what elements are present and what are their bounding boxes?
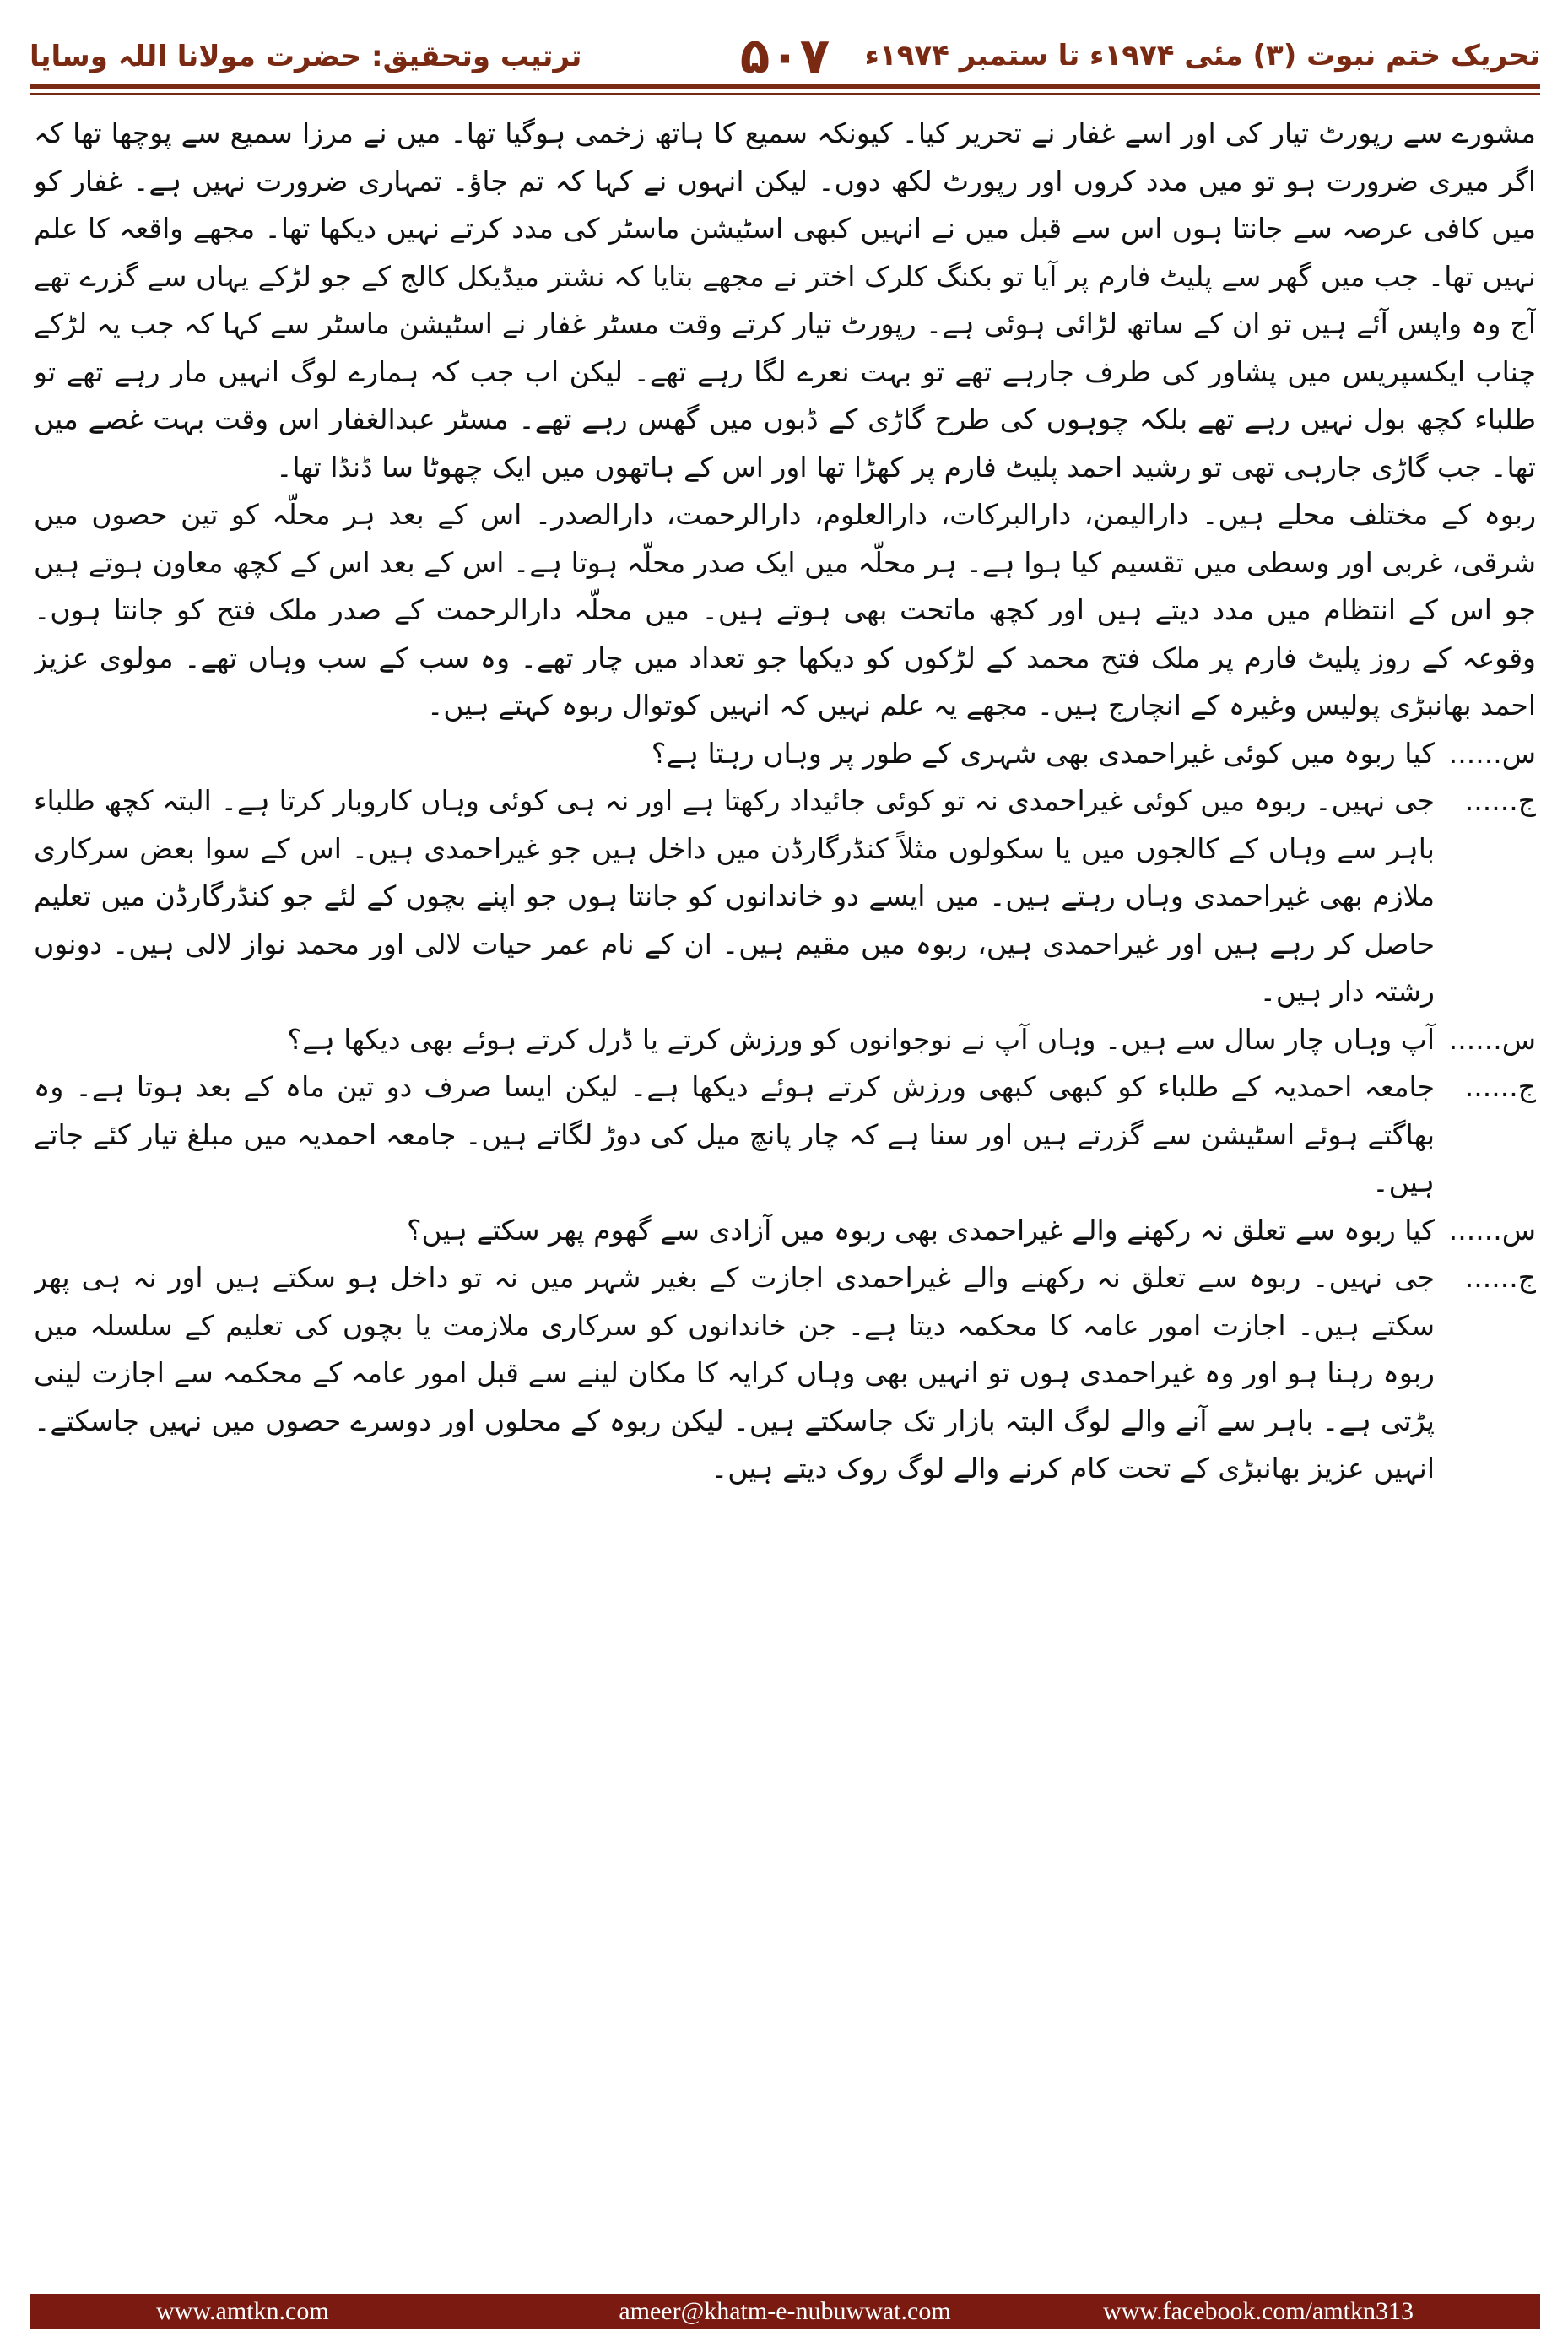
qa-label: ج...... [1464,1261,1536,1294]
qa-item [34,1207,1536,1255]
qa-item [34,730,1536,778]
qa-label: ج...... [1464,1070,1536,1103]
qa-text: جامعہ احمدیہ کے طلباء کو کبھی کبھی ورزش کرتے ہوئے دیکھا ہے۔ لیکن ایسا صرف دو تین ماہ کے بعد ہوتا ہے۔ وہ بھاگتے ہوئے اسٹیشن سے گزرتے ہیں اور سنا ہے کہ چار پانچ میل کی دوڑ لگاتے ہیں۔ جامعہ احمدیہ میں مبلغ تیار کئے جاتے ہیں۔ [34,1070,1435,1198]
facebook-link[interactable]: www.facebook.com/amtkn313 [1103,2297,1414,2325]
page-footer [30,2294,1540,2329]
email-link[interactable]: ameer@khatm-e-nubuwwat.com [619,2297,951,2325]
qa-label: س...... [1448,1022,1536,1056]
qa-text: جی نہیں۔ ربوہ میں کوئی غیراحمدی نہ تو کوئی جائیداد رکھتا ہے اور نہ ہی کوئی وہاں کاروبار کرتا ہے۔ البتہ کچھ طلباء باہر سے وہاں کے کالجوں میں یا سکولوں مثلاً کنڈرگارڈن میں داخل ہیں جو غیراحمدی ہیں۔ اس کے سوا بعض سرکاری ملازم بھی غیراحمدی وہاں رہتے ہیں۔ میں ایسے دو خاندانوں کو جانتا ہوں جو اپنے بچوں کے لئے جو کنڈرگارڈن میں تعلیم حاصل کر رہے ہیں اور غیراحمدی ہیں، ربوہ میں مقیم ہیں۔ ان کے نام عمر حیات لالی اور محمد نواز لالی ہیں۔ دونوں رشتہ دار ہیں۔ [34,784,1435,1008]
paragraph: ربوہ کے مختلف محلے ہیں۔ دارالیمن، دارالبرکات، دارالعلوم، دارالرحمت، دارالصدر۔ اس کے بعد ہر محلّہ کو تین حصوں میں شرقی، غربی اور وسطی میں تقسیم کیا ہوا ہے۔ ہر محلّہ میں ایک صدر محلّہ ہوتا ہے۔ اس کے بعد اس کے کچھ معاون ہوتے ہیں جو اس کے انتظام میں مدد دیتے ہیں اور کچھ ماتحت بھی ہوتے ہیں۔ میں محلّہ دارالرحمت کے صدر ملک فتح کو جانتا ہوں۔ وقوعہ کے روز پلیٹ فارم پر ملک فتح محمد کے لڑکوں کو دیکھا جو تعداد میں چار تھے۔ وہ سب کے سب وہاں تھے۔ مولوی عزیز احمد بھانبڑی پولیس وغیرہ کے انچارج ہیں۔ مجھے یہ علم نہیں کہ انہیں کوتوال ربوہ کہتے ہیں۔ [34,498,1536,722]
page-header [30,27,1540,84]
qa-label: س...... [1448,736,1536,770]
book-title: تحریک ختم نبوت (۳) مئی ۱۹۷۴ء تا ستمبر ۱۹۷۴ء [864,39,1540,73]
qa-item [34,1063,1536,1207]
qa-text: کیا ربوہ سے تعلق نہ رکھنے والے غیراحمدی بھی ربوہ میں آزادی سے گھوم پھر سکتے ہیں؟ [406,1213,1435,1247]
compiler-credit: ترتیب وتحقیق: حضرت مولانا اللہ وسایا [30,40,582,73]
header-divider-thin [30,93,1540,95]
website-link[interactable]: www.amtkn.com [156,2297,329,2325]
page-body [34,110,1536,2270]
paragraph: مشورے سے رپورٹ تیار کی اور اسے غفار نے تحریر کیا۔ کیونکہ سمیع کا ہاتھ زخمی ہوگیا تھا۔ میں نے مرزا سمیع سے پوچھا تھا کہ اگر میری ضرورت ہو تو میں مدد کروں اور رپورٹ لکھ دوں۔ لیکن انہوں نے کہا کہ تم جاؤ۔ تمہاری ضرورت نہیں ہے۔ غفار کو میں کافی عرصہ سے جانتا ہوں اس سے قبل میں نے انہیں کبھی اسٹیشن ماسٹر کی مدد کرتے نہیں دیکھا تھا۔ مجھے واقعہ کا علم نہیں تھا۔ جب میں گھر سے پلیٹ فارم پر آیا تو بکنگ کلرک اختر نے مجھے بتایا کہ نشتر میڈیکل کالج کے جو لڑکے یہاں سے گزرے تھے آج وہ واپس آئے ہیں تو ان کے ساتھ لڑائی ہوئی ہے۔ رپورٹ تیار کرتے وقت مسٹر غفار نے اسٹیشن ماسٹر سے کہا کہ جب یہ لڑکے چناب ایکسپریس میں پشاور کی طرف جارہے تھے تو بہت نعرے لگا رہے تھے۔ لیکن اب جب کہ ہمارے لوگ انہیں مار رہے تھے تو طلباء کچھ بول نہیں رہے تھے بلکہ چوہوں کی طرح گاڑی کے ڈبوں میں گھس رہے تھے۔ مسٹر عبدالغفار اس وقت بہت غصے میں تھا۔ جب گاڑی جارہی تھی تو رشید احمد پلیٹ فارم پر کھڑا تھا اور اس کے ہاتھوں میں ایک چھوٹا سا ڈنڈا تھا۔ [34,116,1536,484]
qa-item [34,1254,1536,1493]
qa-label: س...... [1448,1213,1536,1247]
page-number: ۵۰۷ [739,27,830,84]
qa-text: آپ وہاں چار سال سے ہیں۔ وہاں آپ نے نوجوانوں کو ورزش کرتے یا ڈرل کرتے ہوئے بھی دیکھا ہے؟ [287,1022,1435,1056]
qa-item [34,777,1536,1016]
qa-text: کیا ربوہ میں کوئی غیراحمدی بھی شہری کے طور پر وہاں رہتا ہے؟ [651,736,1435,770]
qa-text: جی نہیں۔ ربوہ سے تعلق نہ رکھنے والے غیراحمدی اجازت کے بغیر شہر میں نہ تو داخل ہو سکتے ہیں اور نہ ہی پھر سکتے ہیں۔ اجازت امور عامہ کا محکمہ دیتا ہے۔ جن خاندانوں کو سرکاری ملازمت یا بچوں کی تعلیم کے سلسلہ میں ربوہ رہنا ہو اور وہ غیراحمدی ہوں تو انہیں بھی وہاں کرایہ کا مکان لینے سے قبل امور عامہ کے محکمہ سے اجازت لینی پڑتی ہے۔ باہر سے آنے والے لوگ البتہ بازار تک جاسکتے ہیں۔ لیکن ربوہ کے محلوں اور دوسرے حصوں میں نہیں جاسکتے۔ انہیں عزیز بھانبڑی کے تحت کام کرنے والے لوگ روک دیتے ہیں۔ [34,1261,1435,1485]
header-divider-thick [30,84,1540,89]
qa-label: ج...... [1464,784,1536,817]
qa-item [34,1016,1536,1064]
